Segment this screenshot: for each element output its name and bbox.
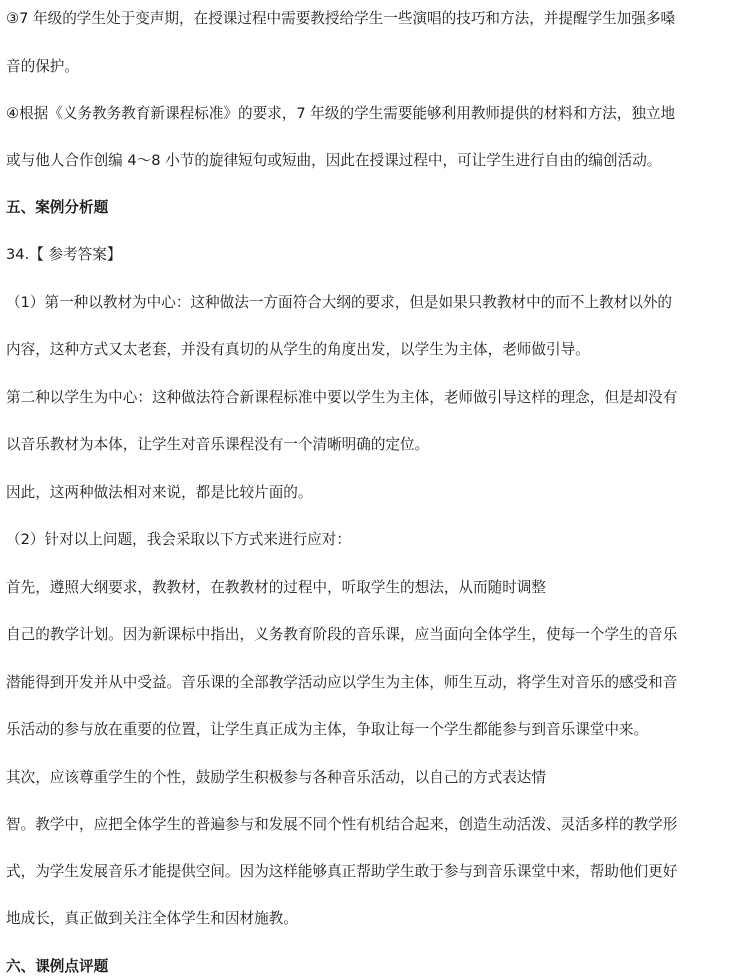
paragraph-item-4-line-1: ④根据《义务教务教育新课程标准》的要求，7 年级的学生需要能够利用教师提供的材料和方法，独立地 — [6, 105, 676, 122]
paragraph-item-3-line-2: 音的保护。 — [6, 58, 79, 75]
answer-part-1-line-2: 内容，这种方式又太老套，并没有真切的从学生的角度出发，以学生为主体，老师做引导。 — [6, 341, 590, 358]
answer-label: 34.【 参考答案】 — [6, 246, 122, 263]
paragraph-item-4-line-2: 或与他人合作创编 4～8 小节的旋律短句或短曲，因此在授课过程中，可让学生进行自由的编创活动。 — [6, 152, 662, 169]
answer-part-1-line-4: 以音乐教材为本体，让学生对音乐课程没有一个清晰明确的定位。 — [6, 436, 430, 453]
section-heading-5: 五、案例分析题 — [6, 199, 109, 216]
answer-part-2-second-line-4: 地成长，真正做到关注全体学生和因材施教。 — [6, 910, 298, 927]
answer-part-1-line-1: （1）第一种以教材为中心：这种做法一方面符合大纲的要求，但是如果只教教材中的而不上教材以外的 — [6, 294, 673, 311]
answer-part-2-first-line-1: 首先，遵照大纲要求，教教材，在教教材的过程中，听取学生的想法，从而随时调整 — [6, 579, 546, 596]
answer-part-2-second-line-2: 智。教学中，应把全体学生的普遍参与和发展不同个性有机结合起来，创造生动活泼、灵活多样的教学形 — [6, 816, 678, 833]
paragraph-item-3-line-1: ③7 年级的学生处于变声期，在授课过程中需要教授给学生一些演唱的技巧和方法，并提醒学生加强多嗓 — [6, 10, 676, 27]
section-heading-6: 六、课例点评题 — [6, 958, 109, 975]
answer-part-1-conclusion: 因此，这两种做法相对来说，都是比较片面的。 — [6, 484, 313, 501]
answer-part-2-first-line-3: 潜能得到开发并从中受益。音乐课的全部教学活动应以学生为主体，师生互动，将学生对音乐的感受和音 — [6, 674, 678, 691]
answer-part-2-first-line-2: 自己的教学计划。因为新课标中指出，义务教育阶段的音乐课，应当面向全体学生，使每一个学生的音乐 — [6, 626, 678, 643]
answer-part-1-line-3: 第二种以学生为中心：这种做法符合新课程标准中要以学生为主体，老师做引导这样的理念，但是却没有 — [6, 389, 678, 406]
answer-part-2-intro: （2）针对以上问题，我会采取以下方式来进行应对： — [6, 531, 351, 548]
answer-part-2-first-line-4: 乐活动的参与放在重要的位置，让学生真正成为主体，争取让每一个学生都能参与到音乐课堂中来。 — [6, 721, 649, 738]
answer-part-2-second-line-1: 其次，应该尊重学生的个性，鼓励学生积极参与各种音乐活动，以自己的方式表达情 — [6, 769, 546, 786]
answer-part-2-second-line-3: 式，为学生发展音乐才能提供空间。因为这样能够真正帮助学生敢于参与到音乐课堂中来，帮助他们更好 — [6, 863, 678, 880]
